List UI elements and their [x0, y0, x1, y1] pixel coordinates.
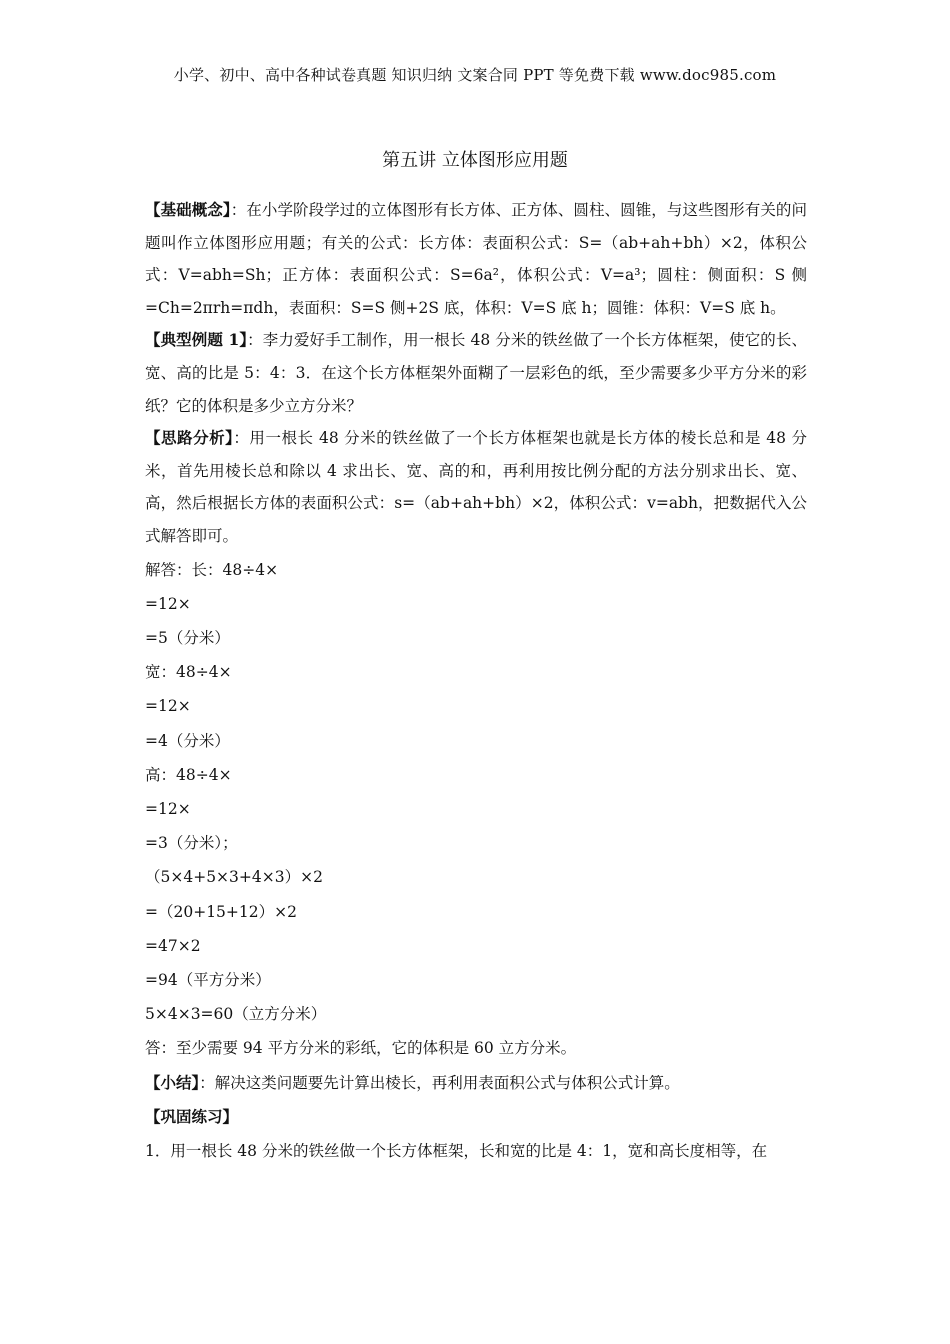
summary-tag: 【小结】: [145, 1072, 200, 1092]
practice-tag: 【巩固练习】: [145, 1106, 239, 1126]
practice-item-1: 1．用一根长 48 分米的铁丝做一个长方体框架，长和宽的比是 4：1，宽和高长度相等，在: [145, 1141, 768, 1160]
solution-line: =5（分米）: [145, 628, 230, 647]
example-1-tag: 【典型例题 1】: [145, 330, 248, 350]
analysis-text: ：用一根长 48 分米的铁丝做了一个长方体框架也就是长方体的棱长总和是 48 分米，首先用棱长总和除以 4 求出长、宽、高的和，再利用按比例分配的方法分别求出长、宽、高，然后根据长方体的表面积公式：s=（ab+ah+bh）×2，体积公式：v=abh，把数据代入公式解答即可。: [145, 429, 807, 545]
solution-line: =12×: [145, 594, 191, 613]
solution-line: =47×2: [145, 936, 201, 955]
solution-line: （5×4+5×3+4×3）×2: [145, 868, 323, 887]
analysis-tag: 【思路分析】: [145, 428, 234, 448]
solution-line: 宽：48÷4×: [145, 663, 232, 682]
solution-line: =94（平方分米）: [145, 970, 271, 989]
answer-line: 答：至少需要 94 平方分米的彩纸，它的体积是 60 立方分米。: [145, 1039, 577, 1058]
concept-text: ：在小学阶段学过的立体图形有长方体、正方体、圆柱、圆锥，与这些图形有关的问题叫作立体图形应用题；有关的公式：长方体：表面积公式：S=（ab+ah+bh）×2，体积公式：V=abh=Sh；正方体：表面积公式：S=6a²，体积公式：V=a³；圆柱：侧面积：S 侧=Ch=2πrh=πdh，表面积：S=S 侧+2S 底，体积：V=S 底 h；圆锥：体积：V=S 底 h。: [145, 201, 807, 317]
summary-paragraph: [145, 1066, 807, 1100]
example-1-text: ：李力爱好手工制作，用一根长 48 分米的铁丝做了一个长方体框架，使它的长、宽、高的比是 5：4：3．在这个长方体框架外面糊了一层彩色的纸，至少需要多少平方分米的彩纸？它的体积是多少立方分米？: [145, 331, 807, 415]
example-1-paragraph: [145, 324, 807, 422]
solution-line: 5×4×3=60（立方分米）: [145, 1005, 327, 1024]
solution-line: 解答：长：48÷4×: [145, 560, 279, 579]
page-header: 小学、初中、高中各种试卷真题 知识归纳 文案合同 PPT 等免费下载 www.doc985.com: [173, 66, 777, 84]
solution-line: 高：48÷4×: [145, 765, 232, 784]
page-title: 第五讲 立体图形应用题: [382, 150, 568, 171]
solution-line: =4（分米）: [145, 731, 230, 750]
summary-text: ：解决这类问题要先计算出棱长，再利用表面积公式与体积公式计算。: [199, 1073, 680, 1092]
concept-tag: 【基础概念】: [145, 200, 231, 219]
solution-block: [145, 553, 807, 1066]
solution-line: =3（分米）；: [145, 834, 238, 853]
concept-paragraph: [145, 194, 807, 324]
document-body: [145, 194, 807, 1168]
analysis-paragraph: [145, 422, 807, 552]
solution-line: =（20+15+12）×2: [145, 902, 297, 921]
solution-line: =12×: [145, 799, 191, 818]
solution-line: =12×: [145, 697, 191, 716]
practice-heading: [145, 1100, 807, 1134]
